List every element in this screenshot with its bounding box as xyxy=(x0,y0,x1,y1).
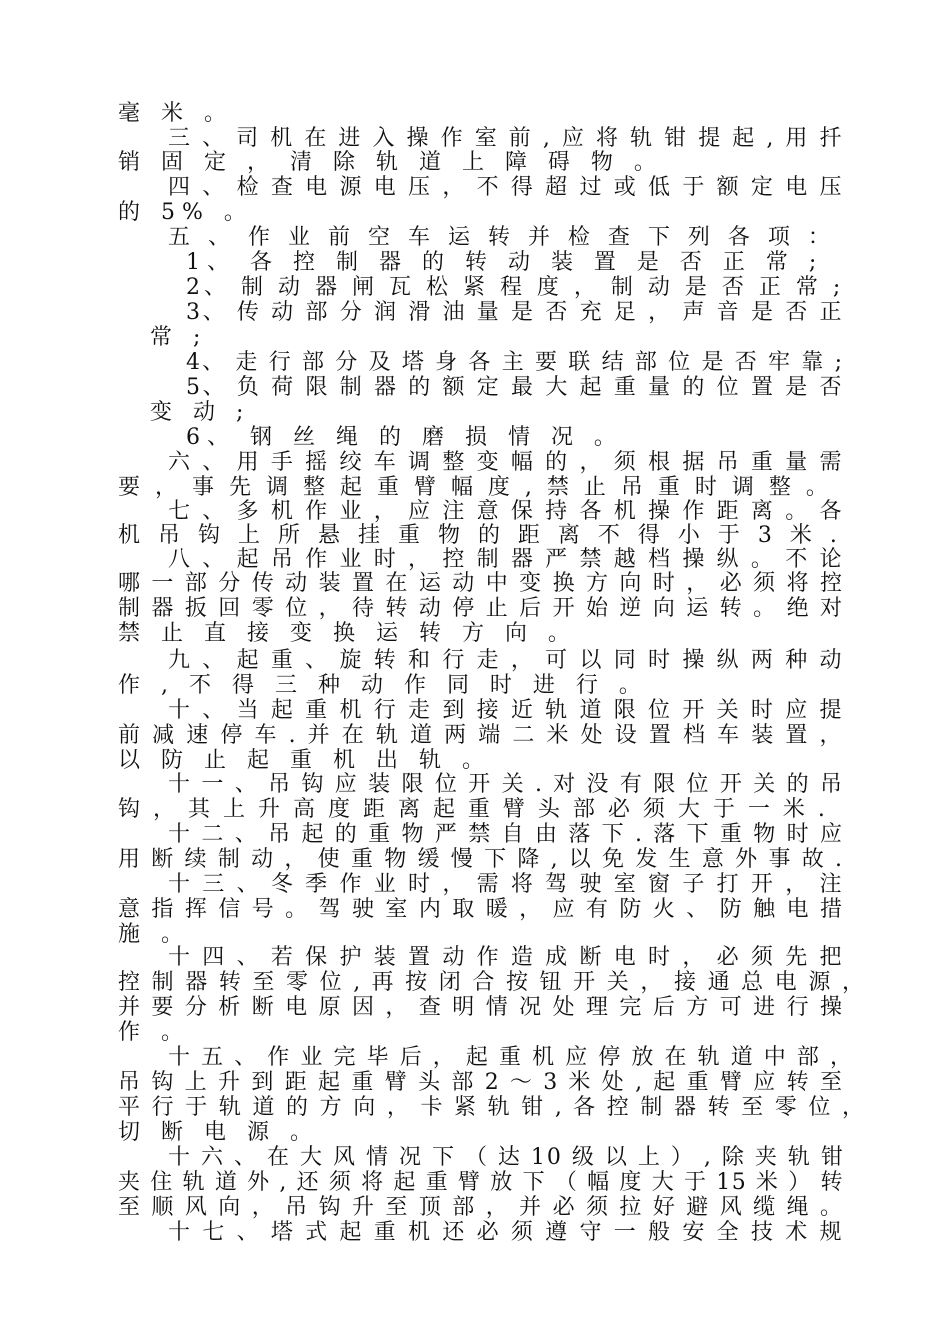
text-line: 十 七 、 塔 式 起 重 机 还 必 须 遵 守 一 般 安 全 技 术 规 xyxy=(168,1220,844,1245)
text-line: 切 断 电 源 。 xyxy=(118,1120,319,1145)
text-line: 三 、 司 机 在 进 入 操 作 室 前 , 应 将 轨 钳 提 起 , 用 扦 xyxy=(168,126,844,151)
text-line: 并 要 分 析 断 电 原 因 ， 查 明 情 况 处 理 完 后 方 可 进 行 操 xyxy=(118,995,844,1020)
text-line: 1、 各 控 制 器 的 转 动 装 置 是 否 正 常 ; xyxy=(186,250,824,275)
text-line: 吊 钩 上 升 到 距 起 重 臂 头 部 2 ～ 3 米 处 , 起 重 臂 应 转 至 xyxy=(118,1070,844,1095)
text-line: 八 、 起 吊 作 业 时 ， 控 制 器 严 禁 越 档 操 纵 。 不 论 xyxy=(168,547,844,572)
text-line: 4、 走 行 部 分 及 塔 身 各 主 要 联 结 部 位 是 否 牢 靠 ; xyxy=(186,350,844,375)
text-line: 意 指 挥 信 号 。 驾 驶 室 内 取 暖 ， 应 有 防 火 、 防 触 电 措 xyxy=(118,897,844,922)
text-line: 至 顺 风 向 ， 吊 钩 升 至 顶 部 ， 并 必 须 拉 好 避 风 缆 绳 。 xyxy=(118,1195,844,1220)
text-line: 5、 负 荷 限 制 器 的 额 定 最 大 起 重 量 的 位 置 是 否 xyxy=(186,375,844,400)
text-line: 作 , 不 得 三 种 动 作 同 时 进 行 。 xyxy=(118,673,648,698)
text-line: 十 五 、 作 业 完 毕 后 ， 起 重 机 应 停 放 在 轨 道 中 部 ， xyxy=(168,1045,854,1070)
text-line: 2、 制 动 器 闸 瓦 松 紧 程 度 ， 制 动 是 否 正 常 ; xyxy=(186,275,845,300)
text-line: 要 ， 事 先 调 整 起 重 臂 幅 度 , 禁 止 吊 重 时 调 整 。 xyxy=(118,475,832,500)
text-line: 钩 ， 其 上 升 高 度 距 离 起 重 臂 头 部 必 须 大 于 一 米 . xyxy=(118,797,828,822)
text-line: 十 、 当 起 重 机 行 走 到 接 近 轨 道 限 位 开 关 时 应 提 xyxy=(168,698,844,723)
text-line: 3、 传 动 部 分 润 滑 油 量 是 否 充 足 ， 声 音 是 否 正 xyxy=(186,300,844,325)
text-line: 用 断 续 制 动 ， 使 重 物 缓 慢 下 降 , 以 免 发 生 意 外 事 故 . xyxy=(118,847,844,872)
text-line: 常 ; xyxy=(150,325,208,350)
text-line: 夹 住 轨 道 外 , 还 须 将 起 重 臂 放 下 （ 幅 度 大 于 15 米 ） 转 xyxy=(118,1170,844,1195)
text-line: 十 四 、 若 保 护 装 置 动 作 造 成 断 电 时 ， 必 须 先 把 xyxy=(168,945,844,970)
text-line: 十 三 、 冬 季 作 业 时 ， 需 将 驾 驶 室 窗 子 打 开 ， 注 xyxy=(168,872,844,897)
text-line: 五 、 作 业 前 空 车 运 转 并 检 查 下 列 各 项 ： xyxy=(168,225,836,250)
text-line: 十 一 、 吊 钩 应 装 限 位 开 关 . 对 没 有 限 位 开 关 的 吊 xyxy=(168,772,844,797)
text-line: 九 、 起 重 、 旋 转 和 行 走 ， 可 以 同 时 操 纵 两 种 动 xyxy=(168,648,844,673)
text-line: 制 器 扳 回 零 位 ， 待 转 动 停 止 后 开 始 逆 向 运 转 。 绝 对 xyxy=(118,596,844,621)
text-line: 十 二 、 吊 起 的 重 物 严 禁 自 由 落 下 . 落 下 重 物 时 应 xyxy=(168,822,844,847)
text-line: 机 吊 钩 上 所 悬 挂 重 物 的 距 离 不 得 小 于 3 米 . xyxy=(118,523,843,548)
text-line: 销 固 定 ， 清 除 轨 道 上 障 碍 物 。 xyxy=(118,150,663,175)
text-line: 禁 止 直 接 变 换 运 转 方 向 。 xyxy=(118,621,577,646)
text-line: 控 制 器 转 至 零 位 , 再 按 闭 合 按 钮 开 关 ， 接 通 总 电 源 ， xyxy=(118,970,866,995)
text-line: 六 、 用 手 摇 绞 车 调 整 变 幅 的 ， 须 根 据 吊 重 量 需 xyxy=(168,450,844,475)
text-line: 七 、 多 机 作 业 ， 应 注 意 保 持 各 机 操 作 距 离 。 各 xyxy=(168,499,844,524)
text-line: 毫 米 。 xyxy=(118,101,233,126)
text-line: 变 动 ; xyxy=(150,400,251,425)
text-line: 哪 一 部 分 传 动 装 置 在 运 动 中 变 换 方 向 时 ， 必 须 将 控 xyxy=(118,571,844,596)
text-line: 6、 钢 丝 绳 的 磨 损 情 况 。 xyxy=(186,425,623,450)
text-line: 十 六 、 在 大 风 情 况 下 （ 达 10 级 以 上 ） , 除 夹 轨 钳 xyxy=(168,1145,845,1170)
text-line: 施 。 xyxy=(118,922,190,947)
text-line: 前 减 速 停 车 . 并 在 轨 道 两 端 二 米 处 设 置 档 车 装 置 ， xyxy=(118,723,844,748)
text-line: 四 、 检 查 电 源 电 压 ， 不 得 超 过 或 低 于 额 定 电 压 xyxy=(168,175,844,200)
text-line: 平 行 于 轨 道 的 方 向 ， 卡 紧 轨 钳 , 各 控 制 器 转 至 零 位 ， xyxy=(118,1095,866,1120)
text-line: 的 5% 。 xyxy=(118,200,253,225)
text-line: 作 。 xyxy=(118,1020,190,1045)
text-line: 以 防 止 起 重 机 出 轨 。 xyxy=(118,748,491,773)
